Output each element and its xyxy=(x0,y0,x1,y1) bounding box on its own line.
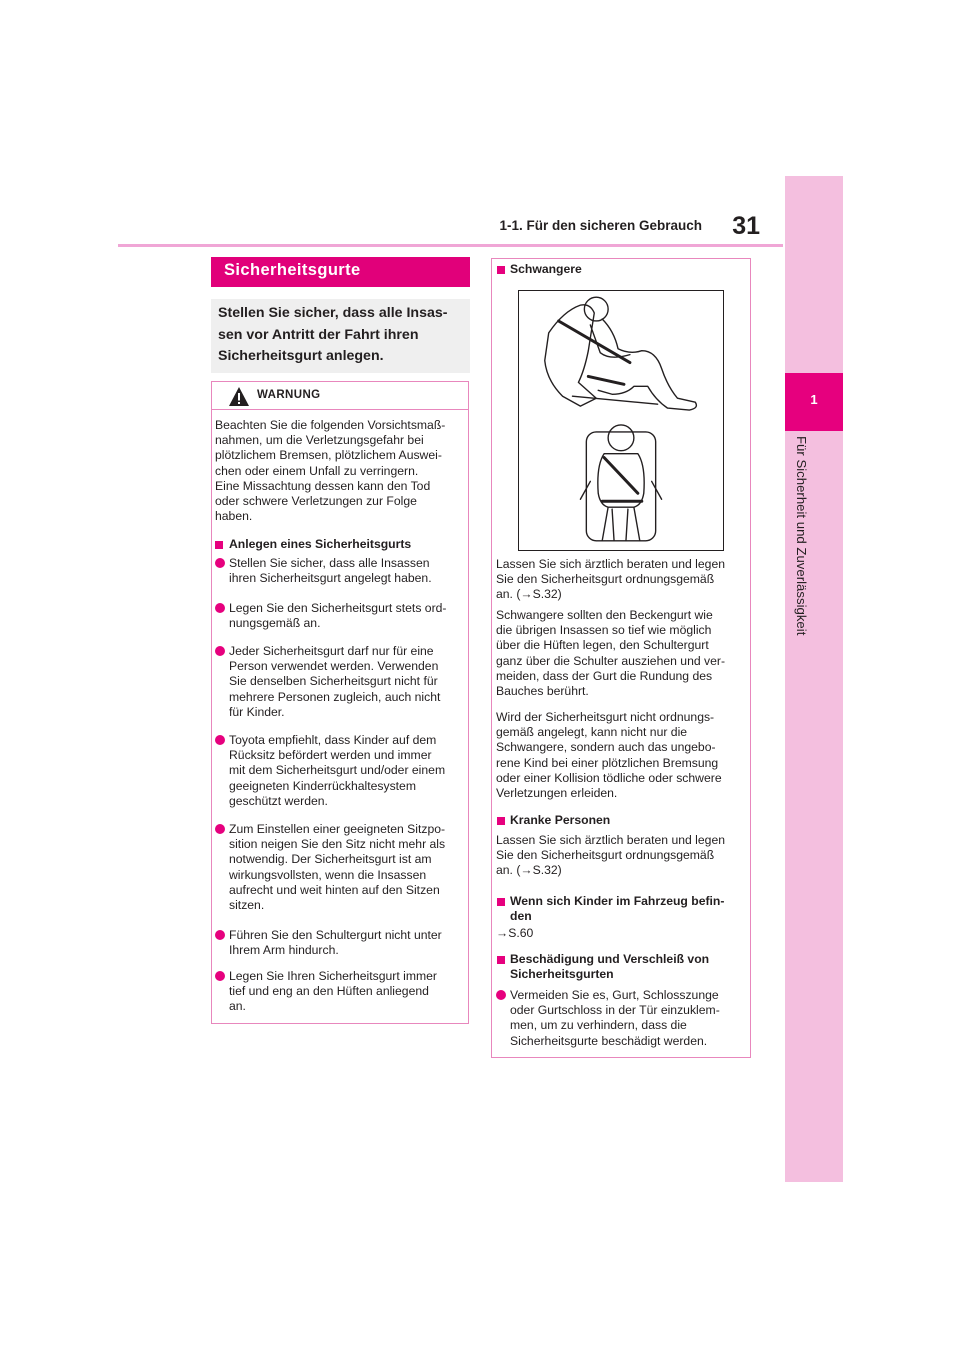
para-text: an. ( xyxy=(496,863,521,878)
bullet-line: ihren Sicherheitsgurt angelegt haben. xyxy=(229,571,432,586)
warning-bullet xyxy=(229,601,469,631)
warning-intro-line: chen oder einem Unfall zu verringern. xyxy=(215,463,419,478)
section-heading-text: Sicherheitsgurte xyxy=(224,261,361,279)
subheading-square-icon xyxy=(497,266,505,274)
heading-line: Sicherheitsgurten xyxy=(510,967,614,982)
bullet-dot-icon xyxy=(215,558,225,568)
para-line: ganz über die Schulter ausziehen und ver- xyxy=(496,653,725,668)
para-line: die übrigen Insassen so tief wie möglich xyxy=(496,623,712,638)
subheading-square-icon xyxy=(497,956,505,964)
chapter-side-strip xyxy=(785,176,843,1182)
bullet-line: notwendig. Der Sicherheitsgurt ist am xyxy=(229,852,432,867)
warning-triangle-icon xyxy=(228,386,250,408)
arrow-right-icon: → xyxy=(520,587,533,602)
header-rule xyxy=(118,244,783,247)
bullet-line: aufrecht und weit hinten auf den Sitzen xyxy=(229,882,440,897)
bullet-line: geeigneten Kinderrückhaltesystem xyxy=(229,778,416,793)
bullet-line: Rücksitz befördert werden und immer xyxy=(229,748,432,763)
warning-intro-line: Eine Missachtung dessen kann den Tod xyxy=(215,478,431,493)
bullet-line: Toyota empfiehlt, dass Kinder auf dem xyxy=(229,733,437,747)
bullet-line: Vermeiden Sie es, Gurt, Schlosszunge xyxy=(510,988,719,1002)
para-line: Lassen Sie sich ärztlich beraten und legen xyxy=(496,833,725,847)
warning-intro-line: oder schwere Verletzungen zur Folge xyxy=(215,494,417,509)
warning-bullet xyxy=(229,556,469,586)
intro-line: Sicherheitsgurt anlegen. xyxy=(218,348,384,364)
arrow-right-icon: → xyxy=(520,863,533,878)
para-line: Wird der Sicherheitsgurt nicht ordnungs- xyxy=(496,710,715,724)
bullet-dot-icon xyxy=(215,646,225,656)
para-line: gemäß angelegt, kann nicht nur die xyxy=(496,725,688,740)
intro-line: Stellen Sie sicher, dass alle Insas- xyxy=(218,305,448,321)
bullet-line: für Kinder. xyxy=(229,704,285,719)
para-line: Schwangere, sondern auch das ungebo- xyxy=(496,740,716,755)
bullet-dot-icon xyxy=(215,930,225,940)
para-line: Verletzungen erleiden. xyxy=(496,786,618,801)
warning-title: WARNUNG xyxy=(257,389,321,401)
pregnant-woman-seatbelt-illustration xyxy=(518,290,724,551)
bullet-dot-icon xyxy=(215,603,225,613)
warning-bullet xyxy=(229,969,469,1015)
warning-intro-line: nahmen, um die Verletzungsgefahr bei xyxy=(215,433,424,448)
para-line xyxy=(496,863,748,878)
subheading-square-icon xyxy=(497,817,505,825)
page-number: 31 xyxy=(732,212,760,240)
para-line: über die Hüften legen, den Schultergurt xyxy=(496,638,709,653)
bullet-line: Jeder Sicherheitsgurt darf nur für eine xyxy=(229,644,434,658)
bullet-line: Legen Sie Ihren Sicherheitsgurt immer xyxy=(229,969,437,983)
para-line xyxy=(496,587,748,602)
bullet-line: mit dem Sicherheitsgurt und/oder einem xyxy=(229,763,446,778)
warning-header-divider xyxy=(212,409,468,410)
bullet-line: sitzen. xyxy=(229,898,265,913)
arrow-right-icon: → xyxy=(496,926,509,940)
bullet-line: Zum Einstellen einer geeigneten Sitzpo- xyxy=(229,822,446,836)
children-ref xyxy=(496,926,533,941)
bullet-line: Stellen Sie sicher, dass alle Insassen xyxy=(229,556,430,570)
para-line: Sie den Sicherheitsgurt ordnungsgemäß xyxy=(496,848,715,863)
warning-intro xyxy=(215,418,467,524)
sick-heading: Kranke Personen xyxy=(510,813,611,827)
bullet-line: Sicherheitsgurte beschädigt werden. xyxy=(510,1033,708,1048)
warning-bullet xyxy=(229,644,469,720)
page-reference-link[interactable]: S.32) xyxy=(532,587,562,602)
heading-line: Beschädigung und Verschleiß von xyxy=(510,952,710,966)
subheading-square-icon xyxy=(497,898,505,906)
bullet-dot-icon xyxy=(215,824,225,834)
warning-bullet xyxy=(229,822,469,913)
bullet-line: sition neigen Sie den Sitz nicht mehr als xyxy=(229,837,446,852)
bullet-line: an. xyxy=(229,999,246,1014)
bullet-dot-icon xyxy=(215,971,225,981)
page-reference-link[interactable]: S.32) xyxy=(532,863,562,878)
bullet-line: Ihrem Arm hindurch. xyxy=(229,943,339,958)
chapter-label: Für Sicherheit und Zuverlässigkeit xyxy=(794,436,809,636)
para-text: an. ( xyxy=(496,587,521,602)
bullet-dot-icon xyxy=(215,735,225,745)
pregnant-para-1 xyxy=(496,557,748,603)
bullet-line: oder Gurtschloss in der Tür einzuklem- xyxy=(510,1003,720,1018)
warning-subheading: Anlegen eines Sicherheitsgurts xyxy=(229,537,412,551)
intro-line: sen vor Antritt der Fahrt ihren xyxy=(218,326,419,343)
bullet-line: Sie denselben Sicherheitsgurt nicht für xyxy=(229,674,438,689)
para-line: oder einer Kollision tödliche oder schwere xyxy=(496,770,722,785)
warning-bullet xyxy=(229,928,469,958)
warning-intro-line: haben. xyxy=(215,509,253,524)
bullet-line: mehrere Personen zugleich, auch nicht xyxy=(229,689,441,704)
intro-text xyxy=(218,303,466,368)
pregnant-heading: Schwangere xyxy=(510,262,582,276)
bullet-line: wirkungsvollsten, wenn die Insassen xyxy=(229,867,427,882)
heading-line: den xyxy=(510,909,532,924)
para-line: meiden, dass der Gurt die Rundung des xyxy=(496,668,713,683)
para-line: Bauches berührt. xyxy=(496,684,589,699)
bullet-line: Führen Sie den Schultergurt nicht unter xyxy=(229,928,442,942)
pregnant-para-2 xyxy=(496,608,748,699)
bullet-line: nungsgemäß an. xyxy=(229,616,321,631)
section-heading xyxy=(211,257,470,287)
para-line: Sie den Sicherheitsgurt ordnungsgemäß xyxy=(496,572,715,587)
bullet-line: tief und eng an den Hüften anliegend xyxy=(229,984,429,999)
para-line: Schwangere sollten den Beckengurt wie xyxy=(496,608,713,622)
header-section-title: 1-1. Für den sicheren Gebrauch xyxy=(499,218,702,233)
para-line: rene Kind bei einer plötzlichen Bremsung xyxy=(496,755,719,770)
damage-heading xyxy=(510,952,748,982)
sick-para xyxy=(496,833,748,879)
warning-bullet xyxy=(229,733,469,809)
subheading-square-icon xyxy=(215,541,223,549)
children-heading xyxy=(510,894,748,924)
heading-line: Wenn sich Kinder im Fahrzeug befin- xyxy=(510,894,725,908)
page-reference-link[interactable]: S.60 xyxy=(508,926,534,940)
bullet-line: men, um zu verhindern, dass die xyxy=(510,1018,687,1033)
bullet-line: Person verwendet werden. Verwenden xyxy=(229,659,439,674)
bullet-line: Legen Sie den Sicherheitsgurt stets ord- xyxy=(229,601,447,615)
chapter-number: 1 xyxy=(810,392,818,407)
damage-bullet xyxy=(510,988,750,1049)
bullet-dot-icon xyxy=(496,990,506,1000)
para-line: Lassen Sie sich ärztlich beraten und legen xyxy=(496,557,725,571)
pregnant-para-3 xyxy=(496,710,748,801)
warning-intro-line: plötzlichem Bremsen, plötzlichem Auswei- xyxy=(215,448,442,463)
warning-intro-line: Beachten Sie die folgenden Vorsichtsmaß- xyxy=(215,418,446,432)
bullet-line: geschützt werden. xyxy=(229,793,328,808)
